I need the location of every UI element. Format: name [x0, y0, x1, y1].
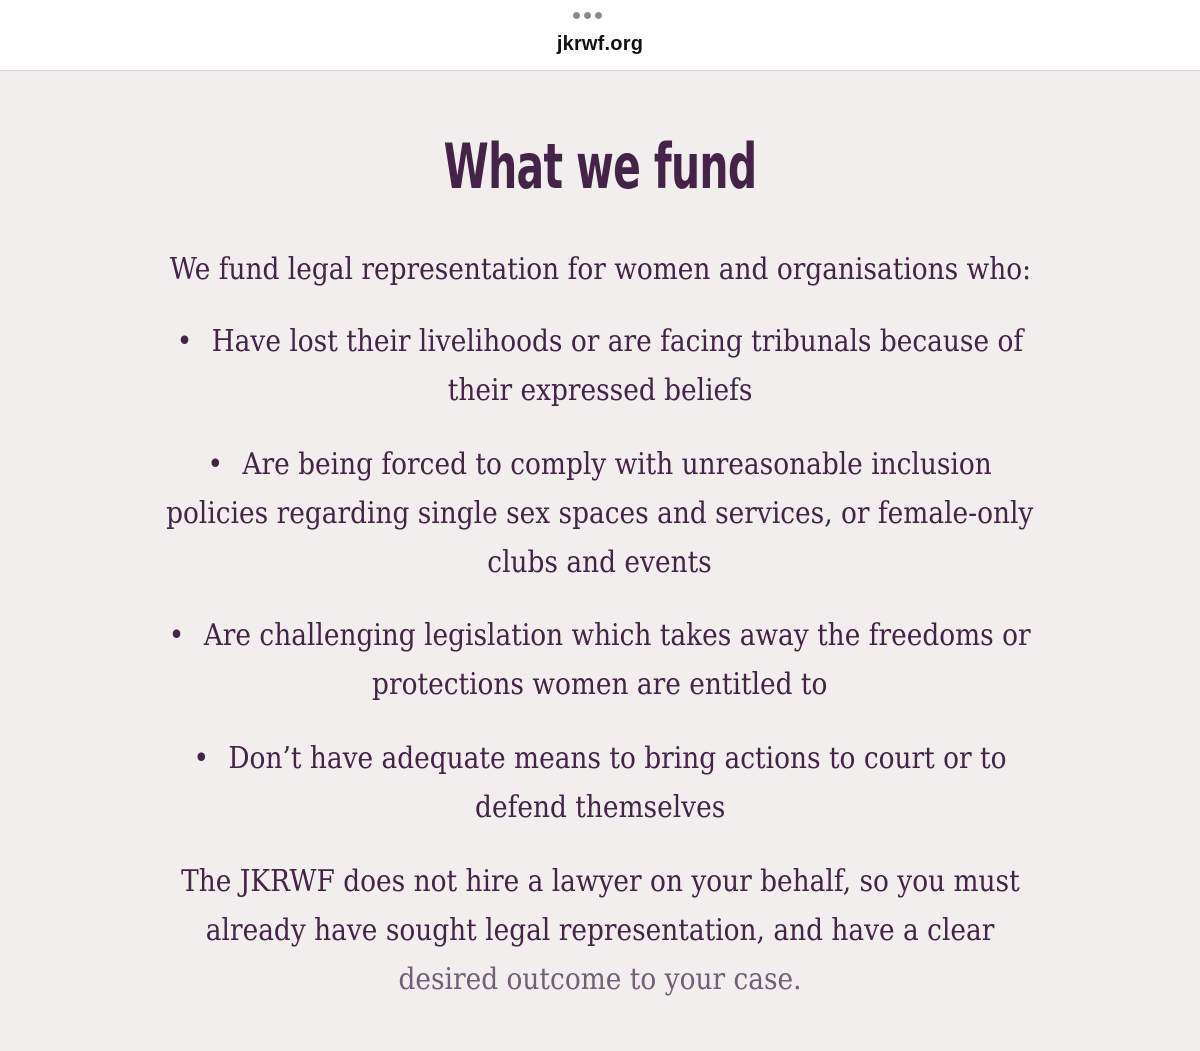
list-item-continuation: defend themselves: [474, 790, 726, 825]
intro-text: We fund legal representation for women and organisations who:: [169, 252, 1031, 287]
bullet-icon: •: [193, 741, 210, 776]
bullet-icon: •: [169, 618, 185, 653]
list-item-continuation: protections women are entitled to: [372, 667, 828, 702]
closing-text: already have sought legal representation, and have a clear: [205, 913, 995, 948]
bullet-icon: •: [176, 324, 193, 359]
list-item-continuation: their expressed beliefs: [447, 373, 753, 408]
page-title: What we fund: [443, 130, 757, 203]
closing-text: The JKRWF does not hire a lawyer on your behalf, so you must: [180, 864, 1020, 899]
list-item-continuation: clubs and events: [487, 545, 713, 580]
closing-text: desired outcome to your case.: [398, 962, 802, 997]
list-item: • Have lost their livelihoods or are facing tribunals because of: [0, 318, 1200, 366]
url-address-bar[interactable]: jkrwf.org: [556, 33, 644, 55]
list-item: • Are being forced to comply with unreasonable inclusion: [0, 441, 1200, 489]
browser-toolbar: [0, 0, 1200, 71]
bullet-icon: •: [207, 447, 224, 482]
more-options-icon[interactable]: [573, 12, 602, 19]
list-item: • Don’t have adequate means to bring actions to court or to: [0, 735, 1200, 783]
list-item: • Are challenging legislation which takes away the freedoms or: [0, 612, 1200, 660]
list-item-continuation: policies regarding single sex spaces and services, or female-only: [166, 496, 1034, 531]
